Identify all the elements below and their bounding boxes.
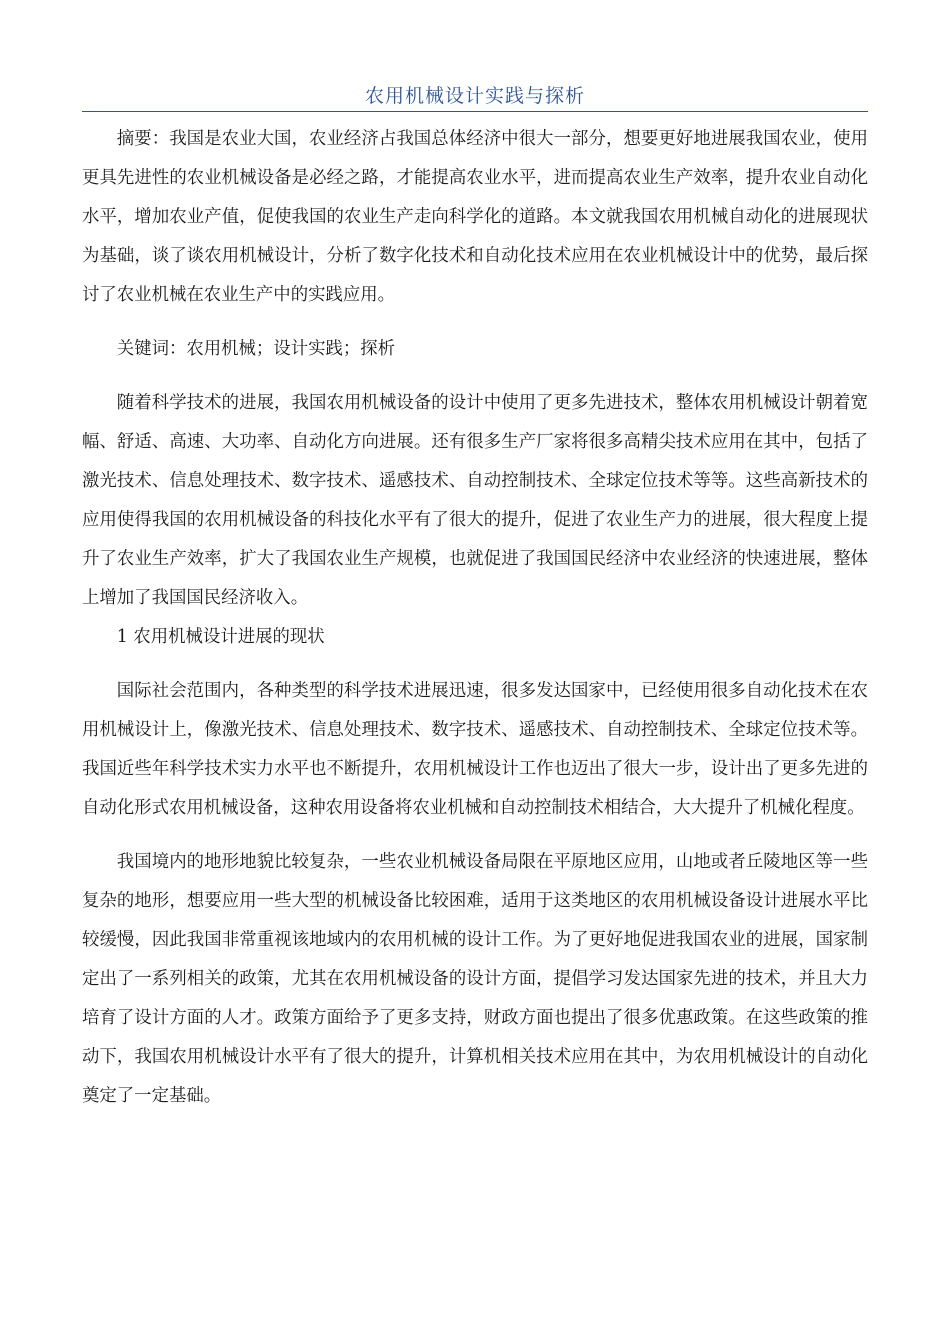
keywords-paragraph: 关键词：农用机械；设计实践；探析 <box>116 339 396 359</box>
document-page <box>82 0 868 1116</box>
body-paragraph: 国际社会范围内，各种类型的科学技术进展迅速，很多发达国家中，已经使用很多自动化技术在农用机械设计上，像激光技术、信息处理技术、数字技术、遥感技术、自动控制技术、全球定位技术等。我国近些年科学技术实力水平也不断提升，农用机械设计工作也迈出了很大一步，设计出了更多先进的自动化形式农用机械设备，这种农用设备将农业机械和自动控制技术相结合，大大提升了机械化程度。 <box>82 681 868 818</box>
section-heading: 1 农用机械设计进展的现状 <box>116 627 325 647</box>
body-paragraph: 我国境内的地形地貌比较复杂，一些农业机械设备局限在平原地区应用，山地或者丘陵地区等一些复杂的地形，想要应用一些大型的机械设备比较困难，适用于这类地区的农用机械设备设计进展水平比较缓慢，因此我国非常重视该地域内的农用机械的设计工作。为了更好地促进我国农业的进展，国家制定出了一系列相关的政策，尤其在农用机械设备的设计方面，提倡学习发达国家先进的技术，并且大力培育了设计方面的人才。政策方面给予了更多支持，财政方面也提出了很多优惠政策。在这些政策的推动下，我国农用机械设计水平有了很大的提升，计算机相关技术应用在其中，为农用机械设计的自动化奠定了一定基础。 <box>82 852 868 1106</box>
intro-paragraph: 随着科学技术的进展，我国农用机械设备的设计中使用了更多先进技术，整体农用机械设计朝着宽幅、舒适、高速、大功率、自动化方向进展。还有很多生产厂家将很多高精尖技术应用在其中，包括了激光技术、信息处理技术、数字技术、遥感技术、自动控制技术、全球定位技术等等。这些高新技术的应用使得我国的农用机械设备的科技化水平有了很大的提升，促进了农业生产力的进展，很大程度上提升了农业生产效率，扩大了我国农业生产规模，也就促进了我国国民经济中农业经济的快速进展，整体上增加了我国国民经济收入。 <box>82 393 868 608</box>
document-title: 农用机械设计实践与探析 <box>82 83 868 112</box>
abstract-paragraph: 摘要：我国是农业大国，农业经济占我国总体经济中很大一部分，想要更好地进展我国农业，使用更具先进性的农业机械设备是必经之路，才能提高农业水平，进而提高农业生产效率，提升农业自动化水平，增加农业产值，促使我国的农业生产走向科学化的道路。本文就我国农用机械自动化的进展现状为基础，谈了谈农用机械设计，分析了数字化技术和自动化技术应用在农业机械设计中的优势，最后探讨了农业机械在农业生产中的实践应用。 <box>82 129 868 305</box>
